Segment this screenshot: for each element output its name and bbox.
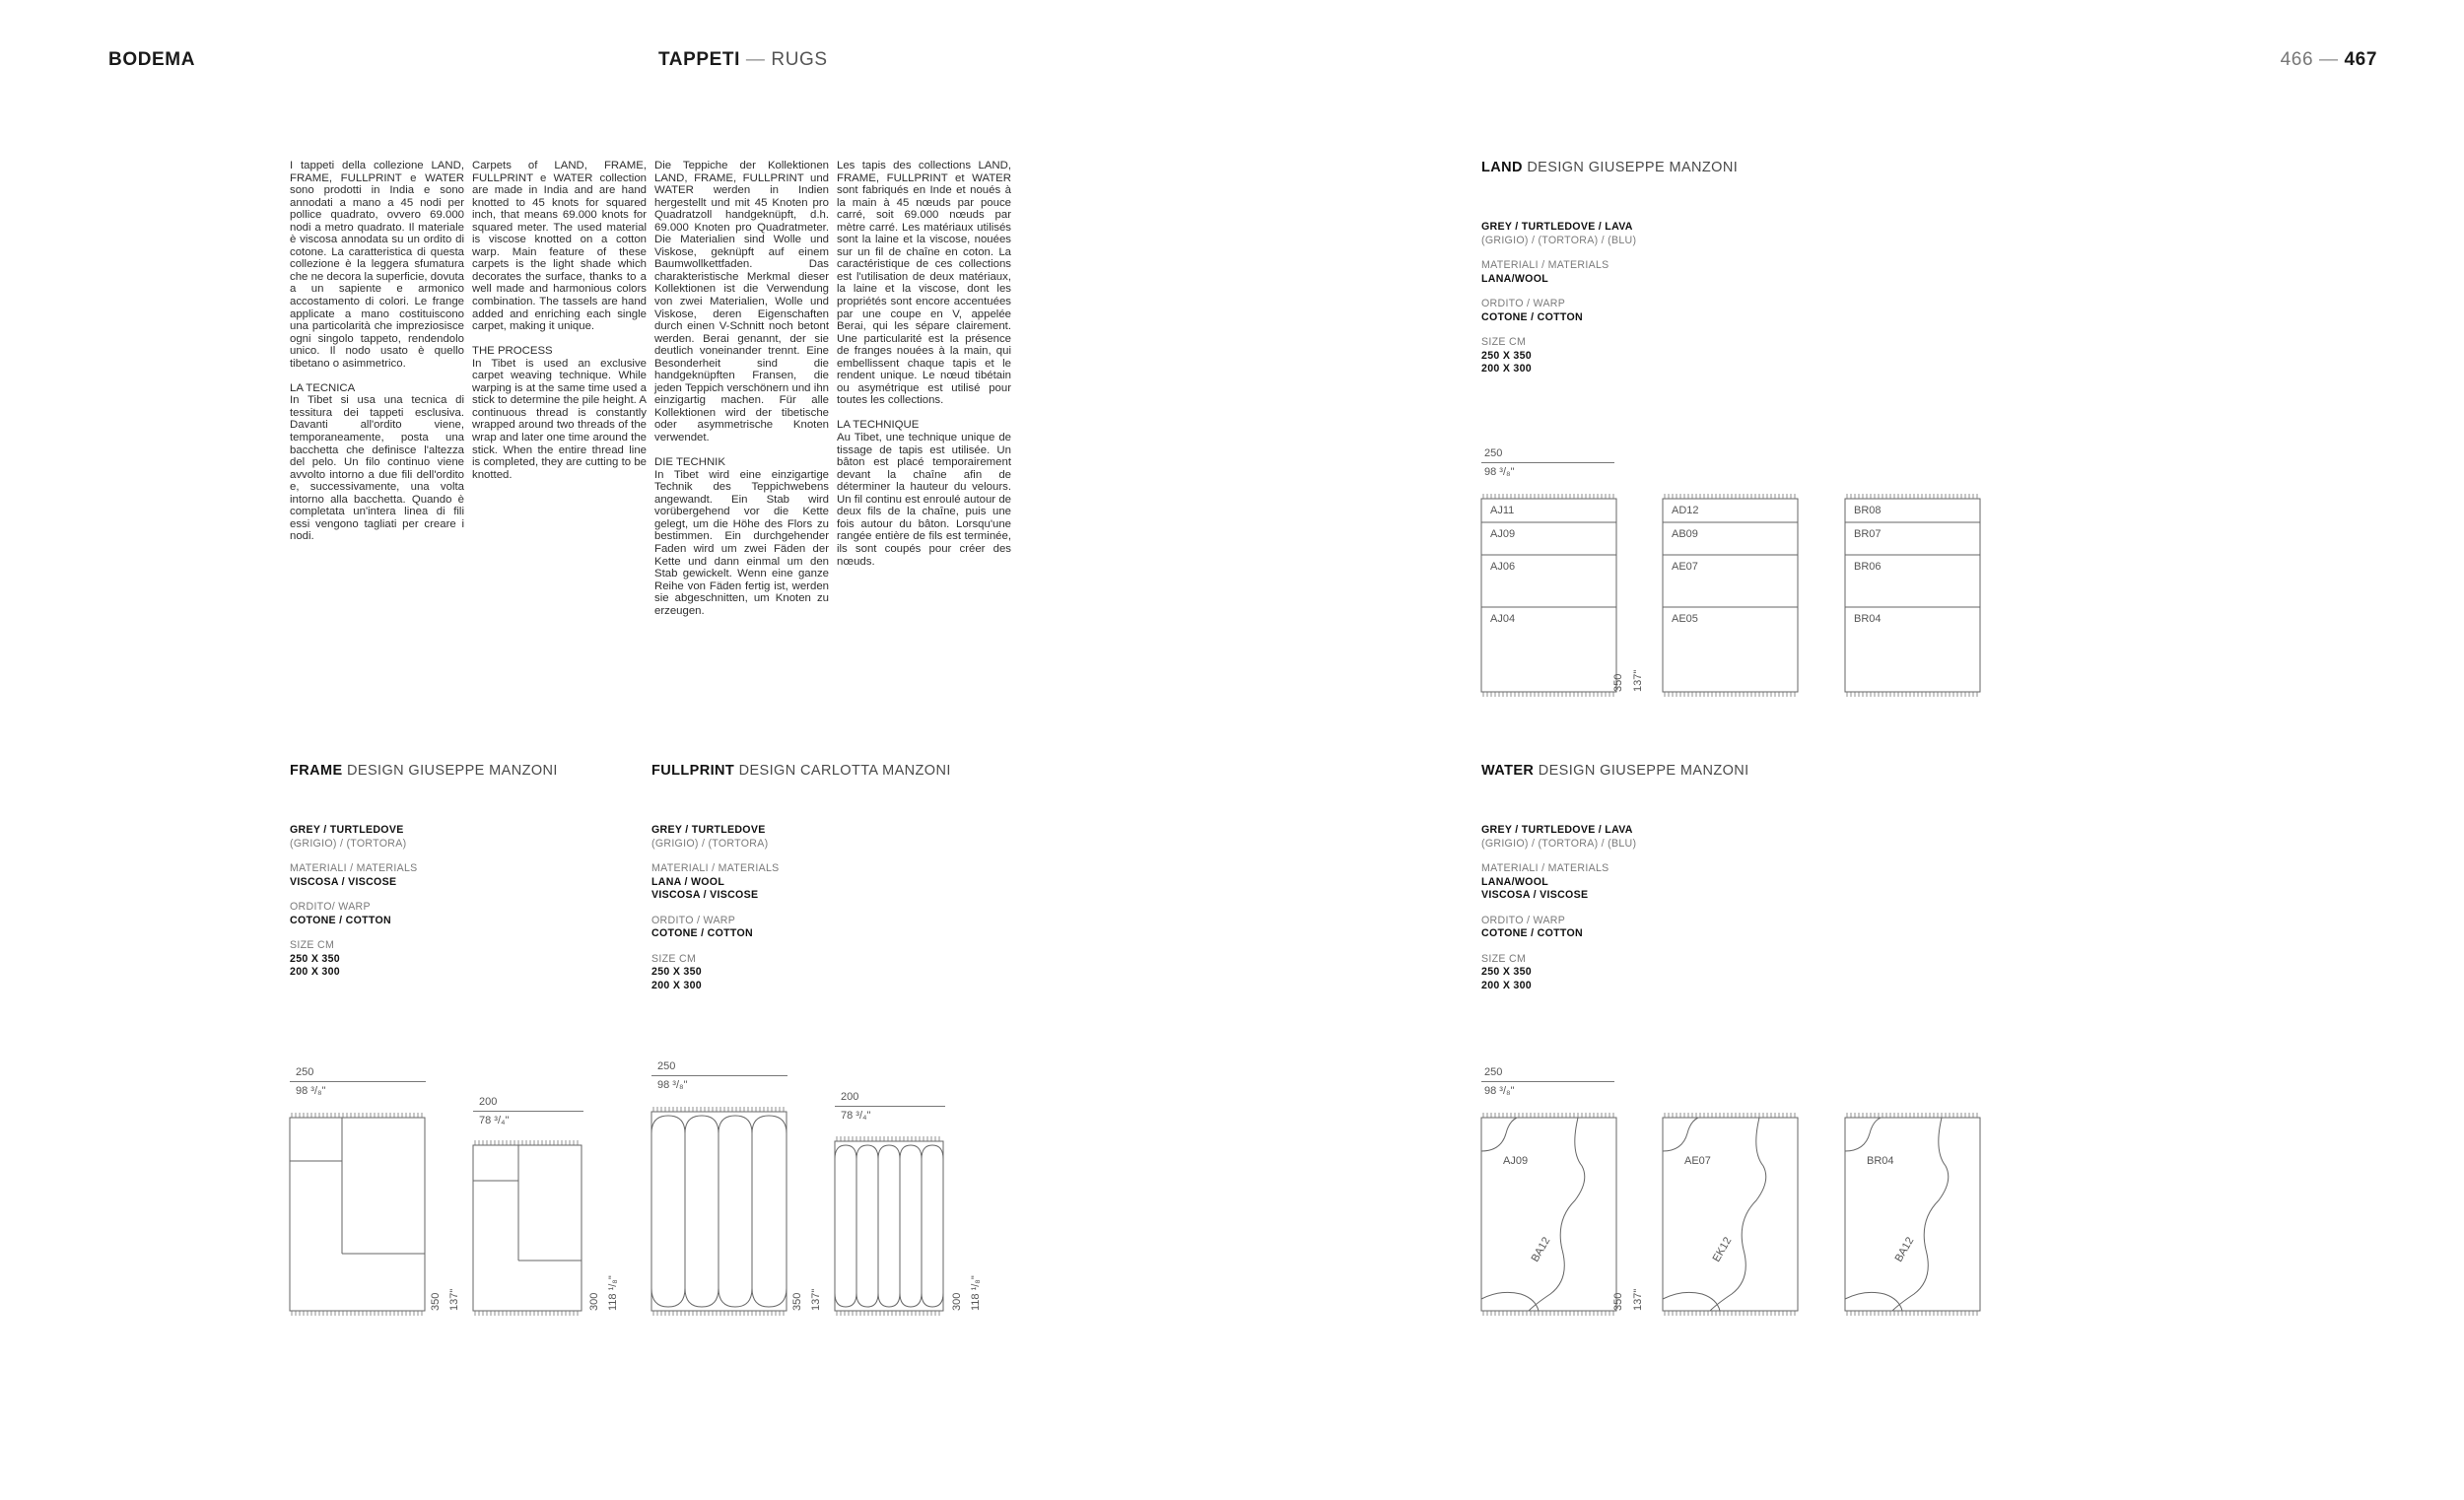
fringe-icon — [1483, 494, 1613, 697]
land-size-label: SIZE CM — [1481, 336, 1527, 348]
water-size-label: SIZE CM — [1481, 952, 1527, 965]
land-rug-2-drawing — [1663, 493, 1801, 700]
land-specs — [1481, 221, 1636, 388]
water-width-inches: 98 ³/₈" — [1484, 1085, 1515, 1097]
land-warp: COTONE / COTTON — [1481, 310, 1583, 323]
water-materials-label: MATERIALI / MATERIALS — [1481, 862, 1609, 874]
fullprint-colors: GREY / TURTLEDOVE — [651, 824, 766, 836]
page-right: 467 — [2344, 49, 2377, 70]
fullprint-colors-it: (GRIGIO) / (TORTORA) — [651, 837, 769, 850]
fullprint-material-0: LANA / WOOL — [651, 875, 725, 888]
frame-warp-label: ORDITO/ WARP — [290, 901, 371, 913]
water-rug-1-drawing — [1481, 1112, 1619, 1319]
frame-big-width: 250 — [296, 1066, 314, 1078]
fullprint-big-width-line — [651, 1075, 787, 1076]
fullprint-warp-label: ORDITO / WARP — [651, 914, 736, 926]
frame-small-height-inches: 118 ¹/₈" — [607, 1275, 619, 1311]
land-rug-2-code-1: AB09 — [1672, 528, 1698, 540]
water-material-0: LANA/WOOL — [1481, 875, 1549, 888]
frame-small-width-line — [473, 1111, 583, 1112]
fringe-icon — [1665, 494, 1795, 697]
fringe-icon — [837, 1136, 939, 1316]
land-width-label: 250 — [1484, 447, 1503, 459]
land-warp-label: ORDITO / WARP — [1481, 298, 1566, 309]
frame-small-width: 200 — [479, 1096, 498, 1108]
fringe-icon — [292, 1113, 422, 1316]
frame-big-width-line — [290, 1081, 426, 1082]
water-title — [1481, 763, 1749, 779]
fullprint-material-1: VISCOSA / VISCOSE — [651, 889, 759, 901]
brand-name: BODEMA — [108, 49, 196, 70]
water-warp-label: ORDITO / WARP — [1481, 914, 1566, 926]
fullprint-small-width-inches: 78 ³/₄" — [841, 1110, 871, 1122]
fullprint-big-width-inches: 98 ³/₈" — [657, 1079, 688, 1091]
fullprint-small-rug-drawing — [835, 1135, 945, 1317]
fullprint-warp: COTONE / COTTON — [651, 927, 753, 939]
water-size-1: 200 X 300 — [1481, 979, 1533, 991]
water-width-label: 250 — [1484, 1066, 1503, 1078]
fullprint-name: FULLPRINT — [651, 763, 735, 779]
section-main: TAPPETI — [658, 49, 741, 70]
water-rug-1-code-diag: BA12 — [1529, 1235, 1553, 1264]
land-rug-2-code-2: AE07 — [1672, 561, 1698, 573]
water-material-1: VISCOSA / VISCOSE — [1481, 889, 1589, 901]
fringe-icon — [1847, 1113, 1977, 1316]
fullprint-small-height: 300 — [951, 1292, 963, 1311]
fullprint-size-1: 200 X 300 — [651, 979, 703, 991]
water-height-inches: 137" — [1632, 1288, 1644, 1311]
frame-small-width-inches: 78 ³/₄" — [479, 1115, 510, 1126]
water-specs — [1481, 824, 1636, 1004]
land-rug-1-code-0: AJ11 — [1490, 505, 1515, 516]
fullprint-title — [651, 763, 951, 779]
land-designer: DESIGN GIUSEPPE MANZONI — [1527, 160, 1739, 175]
land-rug-1-code-1: AJ09 — [1490, 528, 1516, 540]
land-rug-2-code-0: AD12 — [1672, 505, 1699, 516]
fringe-icon — [1847, 494, 1977, 697]
land-rug-3-drawing — [1845, 493, 1983, 700]
water-name: WATER — [1481, 763, 1535, 779]
land-rug-3-code-3: BR04 — [1854, 613, 1882, 625]
water-rug-3-drawing — [1845, 1112, 1983, 1319]
text-column-english: Carpets of LAND, FRAME, FULLPRINT e WATER collection are made in India and are hand knotted to 45 knots for squared inch, that means 69.000 knots for squared meter. The used material is viscose knotted on a cotton warp. Main feature of these carpets is the light shade which decorates the surface, thanks to a well made and harmonious colors combination. The tassels are hand added and enriching each single carpet, making it unique. THE PROCESS In Tibet is used an exclusive carpet weaving technique. While warping is at the same time used a stick to determine the pile height. A continuous thread is constantly wrapped around two threads of the wrap and later one time around the stick. When the entire thread line is completed, they are cutting to be knotted. — [472, 160, 647, 481]
page-separator: — — [2313, 49, 2345, 70]
water-size-0: 250 X 350 — [1481, 966, 1533, 978]
land-height-label: 350 — [1612, 673, 1624, 692]
section-title — [658, 49, 828, 71]
frame-materials-label: MATERIALI / MATERIALS — [290, 862, 418, 874]
water-colors-it: (GRIGIO) / (TORTORA) / (BLU) — [1481, 837, 1637, 850]
text-column-german: Die Teppiche der Kollektionen LAND, FRAME, FULLPRINT und WATER werden in Indien hergestellt und mit 45 Knoten pro Quadratzoll handgeknüpft, d.h. 69.000 Knoten pro Quadratmeter. Die Materialien sind Wolle und Viskose, geknüpft auf einem Baumwollkettfaden. Das charakteristische Merkmal dieser Kollektionen ist die Verwendung von zwei Materialien, Wolle und Viskose, deren Eigenschaften durch einen V-Schnitt noch betont werden. Berai genannt, der sie deutlich voneinander trennt. Eine Besonderheit sind die handgeknüpften Fransen, die jeden Teppich verschönern und ihn einzigartig machen. Für alle Kollektionen wird der tibetische oder asymmetrische Knoten verwendet. DIE TECHNIK In Tibet wird eine einzigartige Technik des Teppichwebens angewandt. Ein Stab wird vorübergehend vor die Kette gelegt, um die Höhe des Flors zu bestimmen. Ein durchgehender Faden wird um zwei Fäden der Kette und dann einmal um den Stab gewickelt. Wenn eine ganze Reihe von Fäden fertig ist, werden sie abgeschnitten, um Knoten zu erzeugen. — [654, 160, 829, 617]
frame-designer: DESIGN GIUSEPPE MANZONI — [347, 763, 558, 779]
fullprint-designer: DESIGN CARLOTTA MANZONI — [738, 763, 951, 779]
land-width-line — [1481, 462, 1614, 463]
fringe-icon — [1483, 1113, 1613, 1316]
frame-material-0: VISCOSA / VISCOSE — [290, 875, 397, 888]
section-sub: RUGS — [771, 49, 828, 70]
water-rug-3-code-top: BR04 — [1867, 1155, 1894, 1167]
frame-big-width-inches: 98 ³/₈" — [296, 1085, 326, 1097]
page-numbers — [2281, 49, 2377, 71]
land-rug-2-code-3: AE05 — [1672, 613, 1698, 625]
fullprint-small-width: 200 — [841, 1091, 859, 1103]
frame-name: FRAME — [290, 763, 343, 779]
fullprint-small-width-line — [835, 1106, 945, 1107]
land-rug-3-code-1: BR07 — [1854, 528, 1882, 540]
frame-big-height: 350 — [430, 1292, 442, 1311]
water-rug-1-code-top: AJ09 — [1503, 1155, 1529, 1167]
land-size-0: 250 X 350 — [1481, 349, 1533, 362]
water-designer: DESIGN GIUSEPPE MANZONI — [1538, 763, 1749, 779]
land-rug-1-code-2: AJ06 — [1490, 561, 1516, 573]
water-rug-2-code-top: AE07 — [1684, 1155, 1711, 1167]
land-colors: GREY / TURTLEDOVE / LAVA — [1481, 221, 1633, 233]
section-separator: — — [740, 49, 772, 70]
land-material-0: LANA/WOOL — [1481, 272, 1549, 285]
land-rug-3-code-2: BR06 — [1854, 561, 1882, 573]
fullprint-materials-label: MATERIALI / MATERIALS — [651, 862, 780, 874]
land-width-inches: 98 ³/₈" — [1484, 466, 1515, 478]
text-column-french: Les tapis des collections LAND, FRAME, FULLPRINT et WATER sont fabriqués en Inde et noués à la main à 45 nœuds par pouce carré, soit 69.000 nœuds par mètre carré. Les matériaux utilisés sont la laine et la viscose, nouées sur un fil de chaîne en coton. La caractéristique de ces collections est l'utilisation de deux matériaux, la laine et la viscose, dont les propriétés sont encore accentuées par une coupe en V, appelée Berai, qui les sépare clairement. Une particularité est la présence de franges nouées à la main, qui embellissent chaque tapis et le rendent unique. Le nœud tibétain ou asymétrique est utilisé pour toutes les collections. LA TECHNIQUE Au Tibet, une technique unique de tissage de tapis est utilisée. Un bâton est placé temporairement devant la chaîne afin de déterminer la hauteur du velours. Un fil continu est enroulé autour de deux fils de la chaîne, puis une fois autour du bâton. Lorsqu'une rangée entière de fils est terminée, ils sont coupés pour créer des nœuds. — [837, 160, 1011, 568]
frame-title — [290, 763, 558, 779]
land-rug-3-code-0: BR08 — [1854, 505, 1882, 516]
water-height-label: 350 — [1612, 1292, 1624, 1311]
water-warp: COTONE / COTTON — [1481, 927, 1583, 939]
fullprint-size-0: 250 X 350 — [651, 966, 703, 978]
frame-size-label: SIZE CM — [290, 939, 335, 951]
land-rug-1-code-3: AJ04 — [1490, 613, 1516, 625]
frame-colors: GREY / TURTLEDOVE — [290, 824, 404, 836]
land-rug-1-drawing — [1481, 493, 1619, 700]
land-height-inches: 137" — [1632, 669, 1644, 692]
fullprint-big-rug-drawing — [651, 1106, 789, 1317]
frame-colors-it: (GRIGIO) / (TORTORA) — [290, 837, 407, 850]
land-colors-it: (GRIGIO) / (TORTORA) / (BLU) — [1481, 234, 1637, 246]
frame-specs — [290, 824, 418, 991]
frame-small-height: 300 — [588, 1292, 600, 1311]
frame-size-0: 250 X 350 — [290, 952, 341, 965]
water-rug-2-drawing — [1663, 1112, 1801, 1319]
water-width-line — [1481, 1081, 1614, 1082]
text-column-italian: I tappeti della collezione LAND, FRAME, FULLPRINT e WATER sono prodotti in India e sono annodati a mano a 45 nodi per pollice quadrato, ovvero 69.000 nodi a metro quadrato. Il materiale è viscosa annodata su un ordito di cotone. La caratteristica di questa collezione è la leggera sfumatura che ne decora la superficie, dovuta a un sapiente e armonico accostamento di colori. Le frange applicate a mano costituiscono una particolarità che impreziosisce ogni singolo tappeto, rendendolo unico. Il nodo usato è quello tibetano o asimmetrico. LA TECNICA In Tibet si usa una tecnica di tessitura dei tappeti esclusiva. Davanti all'ordito viene, temporaneamente, posta una bacchetta che definisce l'altezza del pelo. Un filo continuo viene avvolto intorno a due fili dell'ordito e, successivamente, una volta intorno alla bacchetta. Quando è completata un'intera linea di fili essi vengono tagliati per creare i nodi. — [290, 160, 464, 543]
frame-size-1: 200 X 300 — [290, 966, 341, 978]
fullprint-big-width: 250 — [657, 1060, 676, 1072]
fringe-icon — [1665, 1113, 1795, 1316]
page-left: 466 — [2280, 49, 2314, 70]
frame-big-rug-drawing — [290, 1112, 428, 1319]
frame-warp: COTONE / COTTON — [290, 914, 391, 926]
frame-small-rug-drawing — [473, 1139, 583, 1317]
land-name: LAND — [1481, 160, 1523, 175]
land-title — [1481, 160, 1738, 175]
fringe-icon — [475, 1140, 578, 1316]
land-materials-label: MATERIALI / MATERIALS — [1481, 259, 1609, 271]
fullprint-small-height-inches: 118 ¹/₈" — [970, 1275, 982, 1311]
water-colors: GREY / TURTLEDOVE / LAVA — [1481, 824, 1633, 836]
fullprint-size-label: SIZE CM — [651, 952, 697, 965]
land-size-1: 200 X 300 — [1481, 363, 1533, 375]
fullprint-specs — [651, 824, 780, 1004]
frame-big-height-inches: 137" — [448, 1288, 460, 1311]
fullprint-big-height: 350 — [791, 1292, 803, 1311]
fullprint-big-height-inches: 137" — [810, 1288, 822, 1311]
water-rug-3-code-diag: BA12 — [1892, 1235, 1917, 1264]
water-rug-2-code-diag: EK12 — [1710, 1235, 1735, 1264]
